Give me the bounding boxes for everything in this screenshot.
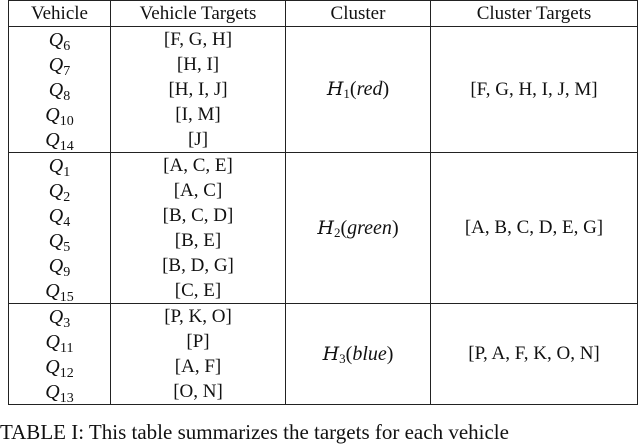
table-row <box>9 153 638 179</box>
cluster-cell: $H_1(red)$ <box>286 27 431 153</box>
vehicle-symbol: Q <box>48 53 64 76</box>
vehicle-symbol: Q <box>48 254 64 277</box>
cluster-cell: $H_3(blue)$ <box>286 304 431 405</box>
vehicle-targets-cell: [P, K, O] <box>111 304 286 330</box>
vehicle-targets-cell: [O, N] <box>111 379 286 405</box>
header-row <box>9 1 638 27</box>
vehicle-cell <box>9 52 111 77</box>
vehicle-cell <box>9 379 111 405</box>
vehicle-targets-cell: [A, C, E] <box>111 153 286 179</box>
vehicle-index: 6 <box>63 38 71 54</box>
vehicle-index: 9 <box>63 264 71 280</box>
header-cluster: Cluster <box>286 1 431 27</box>
vehicle-symbol: Q <box>48 204 64 227</box>
vehicle-cluster-table-container <box>8 0 637 405</box>
cluster-color-name: red <box>356 78 383 100</box>
cluster-color-name: green <box>347 216 392 239</box>
vehicle-symbol: Q <box>45 279 60 302</box>
vehicle-index: 15 <box>59 289 74 305</box>
table-caption: TABLE I: This table summarizes the targets for each vehicle <box>0 420 509 444</box>
vehicle-targets-cell: [P] <box>111 329 286 354</box>
vehicle-index: 3 <box>63 315 71 331</box>
cluster-symbol: H <box>322 342 340 365</box>
vehicle-index: 7 <box>63 63 71 79</box>
vehicle-symbol: Q <box>48 229 64 252</box>
vehicle-cell <box>9 203 111 228</box>
vehicle-cell <box>9 27 111 53</box>
vehicle-targets-cell: [B, E] <box>111 228 286 253</box>
vehicle-targets-cell: [A, C] <box>111 178 286 203</box>
vehicle-index: 5 <box>63 239 71 255</box>
vehicle-symbol: Q <box>48 78 64 101</box>
vehicle-symbol: Q <box>45 128 60 151</box>
table-row <box>9 27 638 53</box>
vehicle-targets-cell: [H, I, J] <box>111 77 286 102</box>
vehicle-cell <box>9 228 111 253</box>
vehicle-cell <box>9 278 111 304</box>
vehicle-targets-cell: [B, D, G] <box>111 253 286 278</box>
vehicle-targets-cell: [C, E] <box>111 278 286 304</box>
vehicle-index: 11 <box>59 340 74 356</box>
vehicle-symbol: Q <box>45 103 60 126</box>
vehicle-cell <box>9 354 111 379</box>
vehicle-symbol: Q <box>45 330 60 353</box>
vehicle-symbol: Q <box>48 179 64 202</box>
vehicle-targets-cell: [F, G, H] <box>111 27 286 53</box>
cluster-index: 2 <box>333 224 341 240</box>
header-cluster-targets: Cluster Targets <box>431 1 638 27</box>
table-header <box>9 1 638 27</box>
vehicle-cell <box>9 178 111 203</box>
vehicle-symbol: Q <box>48 154 64 177</box>
vehicle-cell <box>9 304 111 330</box>
cluster-color-name: blue <box>352 342 387 365</box>
cluster-symbol: H <box>317 216 334 239</box>
vehicle-symbol: Q <box>45 355 60 378</box>
vehicle-cell <box>9 253 111 278</box>
header-vehicle-targets: Vehicle Targets <box>111 1 286 27</box>
vehicle-cell <box>9 127 111 153</box>
vehicle-targets-cell: [A, F] <box>111 354 286 379</box>
vehicle-targets-cell: [B, C, D] <box>111 203 286 228</box>
cluster-group-3 <box>9 304 638 405</box>
vehicle-cluster-table <box>8 0 638 405</box>
table-row <box>9 304 638 330</box>
cluster-targets-cell: [F, G, H, I, J, M] <box>431 27 638 153</box>
vehicle-index: 13 <box>59 390 74 406</box>
cluster-targets-cell: [P, A, F, K, O, N] <box>431 304 638 405</box>
vehicle-symbol: Q <box>45 380 60 403</box>
cluster-group-2 <box>9 153 638 304</box>
vehicle-targets-cell: [J] <box>111 127 286 153</box>
vehicle-cell <box>9 329 111 354</box>
vehicle-targets-cell: [H, I] <box>111 52 286 77</box>
vehicle-index: 10 <box>59 113 74 129</box>
vehicle-index: 14 <box>59 138 74 154</box>
cluster-cell: $H_2(green)$ <box>286 153 431 304</box>
vehicle-symbol: Q <box>48 305 64 328</box>
cluster-index: 3 <box>339 350 346 366</box>
vehicle-cell <box>9 77 111 102</box>
vehicle-cell <box>9 102 111 127</box>
cluster-index: 1 <box>343 86 350 101</box>
vehicle-targets-cell: [I, M] <box>111 102 286 127</box>
vehicle-index: 8 <box>63 88 71 104</box>
vehicle-index: 2 <box>63 189 71 205</box>
header-vehicle: Vehicle <box>9 1 111 27</box>
cluster-symbol: H <box>326 78 344 100</box>
vehicle-index: 4 <box>63 214 71 230</box>
cluster-targets-cell: [A, B, C, D, E, G] <box>431 153 638 304</box>
vehicle-symbol: Q <box>48 28 64 51</box>
vehicle-index: 1 <box>63 164 71 180</box>
vehicle-cell <box>9 153 111 179</box>
cluster-group-1 <box>9 27 638 153</box>
vehicle-index: 12 <box>59 365 74 381</box>
